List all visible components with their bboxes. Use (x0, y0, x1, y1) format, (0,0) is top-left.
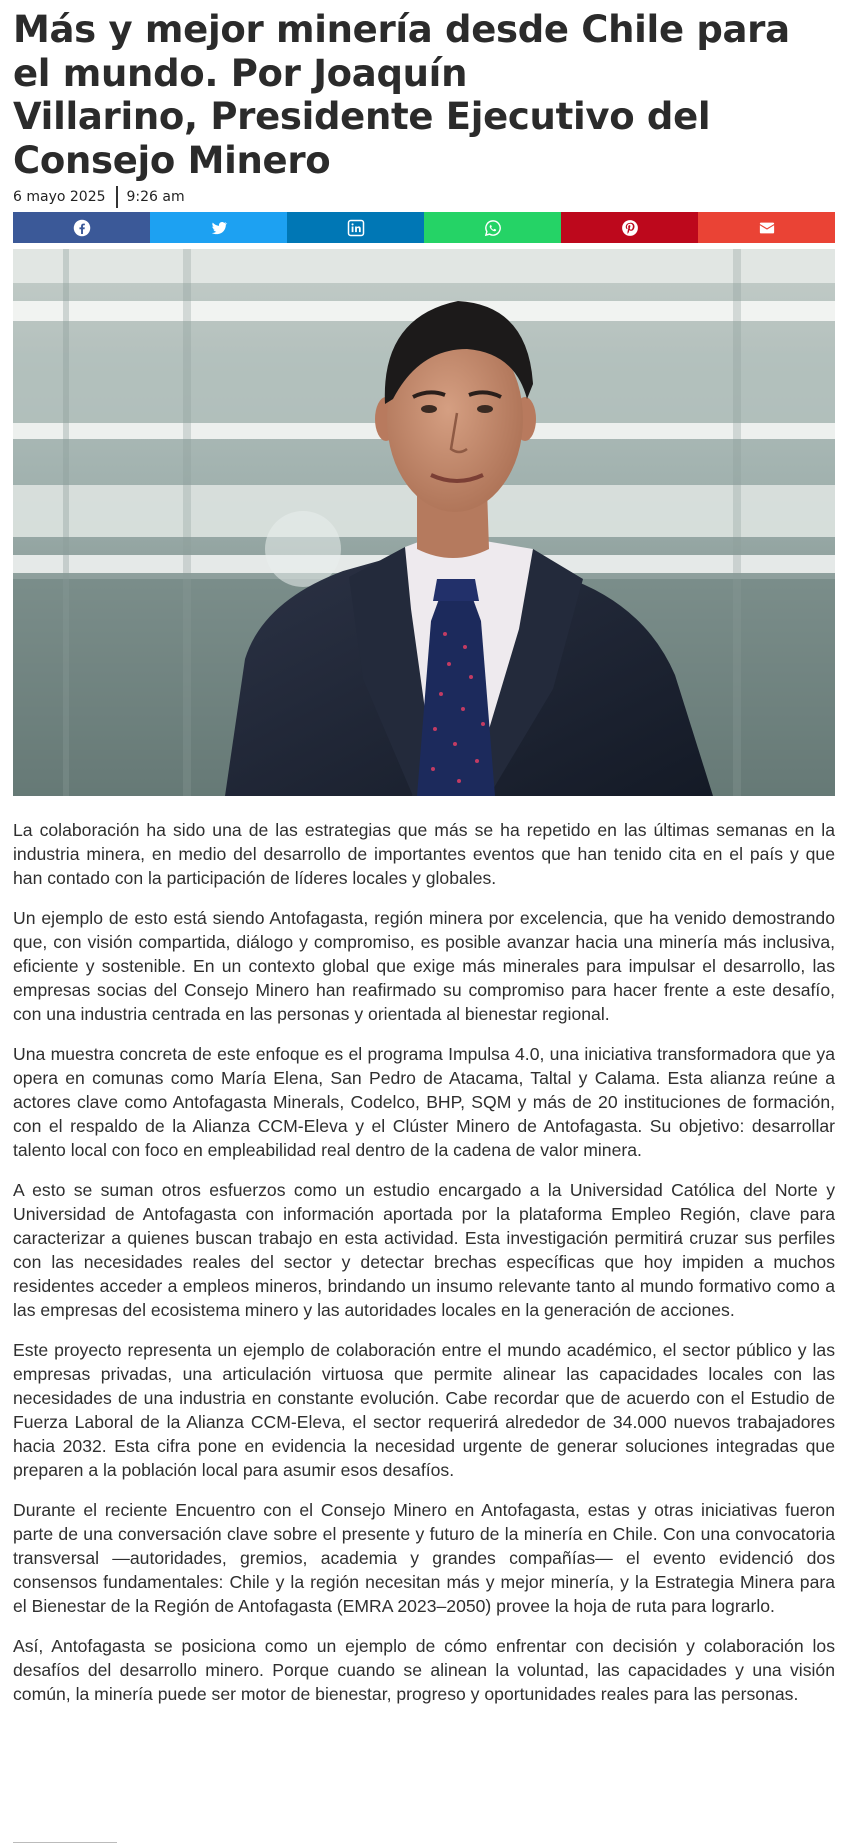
title-line: el mundo. Por Joaquín (13, 51, 468, 95)
article-paragraph: Este proyecto representa un ejemplo de colaboración entre el mundo académico, el sector público y las empresas privadas, una articulación virtuosa que permite alinear las capacidades locales con las necesidades de una industria en constante evolución. Cabe recordar que de acuerdo con el Estudio de Fuerza Laboral de la Alianza CCM-Eleva, el sector requerirá alrededor de 34.000 nuevos trabajadores hacia 2032. Esta cifra pone en evidencia la necesidad urgente de generar soluciones integradas que preparen a la población local para asumir esos desafíos. (13, 1340, 835, 1480)
article-paragraph: Así, Antofagasta se posiciona como un ejemplo de cómo enfrentar con decisión y colaboración los desafíos del desarrollo minero. Porque cuando se alinean la voluntad, las capacidades y una visión común, la minería puede ser motor de bienestar, progreso y oportunidades reales para las personas. (13, 1636, 835, 1704)
share-twitter-button[interactable] (150, 212, 287, 243)
title-line: Consejo Minero (13, 138, 331, 182)
share-facebook-button[interactable] (13, 212, 150, 243)
article-paragraph: Un ejemplo de esto está siendo Antofagasta, región minera por excelencia, que ha venido demostrando que, con visión compartida, diálogo y compromiso, es posible avanzar hacia una minería más inclusiva, eficiente y sostenible. En un contexto global que exige más minerales para impulsar el desarrollo, las empresas socias del Consejo Minero han reafirmado su compromiso para hacer frente a este desafío, con una industria centrada en las personas y orientada al bienestar regional. (13, 908, 835, 1024)
article-paragraph: Durante el reciente Encuentro con el Consejo Minero en Antofagasta, estas y otras iniciativas fueron parte de una conversación clave sobre el presente y futuro de la minería en Chile. Con una convocatoria transversal —autoridades, gremios, academia y grandes compañías— el evento evidenció dos consensos fundamentales: Chile y la región necesitan más y mejor minería, y la Estrategia Minera para el Bienestar de la Región de Antofagasta (EMRA 2023–2050) provee la hoja de ruta para lograrlo. (13, 1500, 835, 1616)
twitter-icon (210, 219, 228, 237)
pinterest-icon (621, 219, 639, 237)
article-paragraph: Una muestra concreta de este enfoque es el programa Impulsa 4.0, una iniciativa transformadora que ya opera en comunas como María Elena, San Pedro de Atacama, Taltal y Calama. Esta alianza reúne a actores clave como Antofagasta Minerals, Codelco, BHP, SQM y más de 20 instituciones de formación, con el respaldo de la Alianza CCM-Eleva y el Clúster Minero de Antofagasta. Su objetivo: desarrollar talento local con foco en empleabilidad real dentro de la cadena de valor minera. (13, 1044, 835, 1160)
share-whatsapp-button[interactable] (424, 212, 561, 243)
title-line: Más y mejor minería desde Chile para (13, 8, 790, 51)
publish-time: 9:26 am (126, 189, 185, 205)
whatsapp-icon (484, 219, 502, 237)
share-bar (13, 212, 835, 243)
facebook-icon (73, 219, 91, 237)
meta-divider (116, 186, 118, 208)
article-paragraph: A esto se suman otros esfuerzos como un estudio encargado a la Universidad Católica del Norte y Universidad de Antofagasta con información aportada por la plataforma Empleo Región, clave para caracterizar a quienes buscan trabajo en esta actividad. Esta investigación permitirá cruzar sus perfiles con las necesidades reales del sector y detectar brechas específicas que hoy impiden a muchos residentes acceder a empleos mineros, brindando un insumo relevante tanto al mundo formativo como a las empresas del ecosistema minero y las autoridades locales en la generación de acciones. (13, 1180, 835, 1320)
linkedin-icon (347, 219, 365, 237)
article-body (13, 818, 835, 1722)
share-linkedin-button[interactable] (287, 212, 424, 243)
share-email-button[interactable] (698, 212, 835, 243)
article-meta (13, 186, 185, 208)
article-end-divider (13, 1842, 117, 1843)
article-photo (13, 249, 835, 796)
article-paragraph: La colaboración ha sido una de las estrategias que más se ha repetido en las últimas semanas en la industria minera, en medio del desarrollo de importantes eventos que han tenido cita en el país y que han contado con la participación de líderes locales y globales. (13, 820, 835, 888)
publish-date: 6 mayo 2025 (13, 189, 106, 205)
email-icon (758, 219, 776, 237)
share-pinterest-button[interactable] (561, 212, 698, 243)
article-title (13, 8, 833, 182)
title-line: Villarino, Presidente Ejecutivo del (13, 95, 711, 138)
